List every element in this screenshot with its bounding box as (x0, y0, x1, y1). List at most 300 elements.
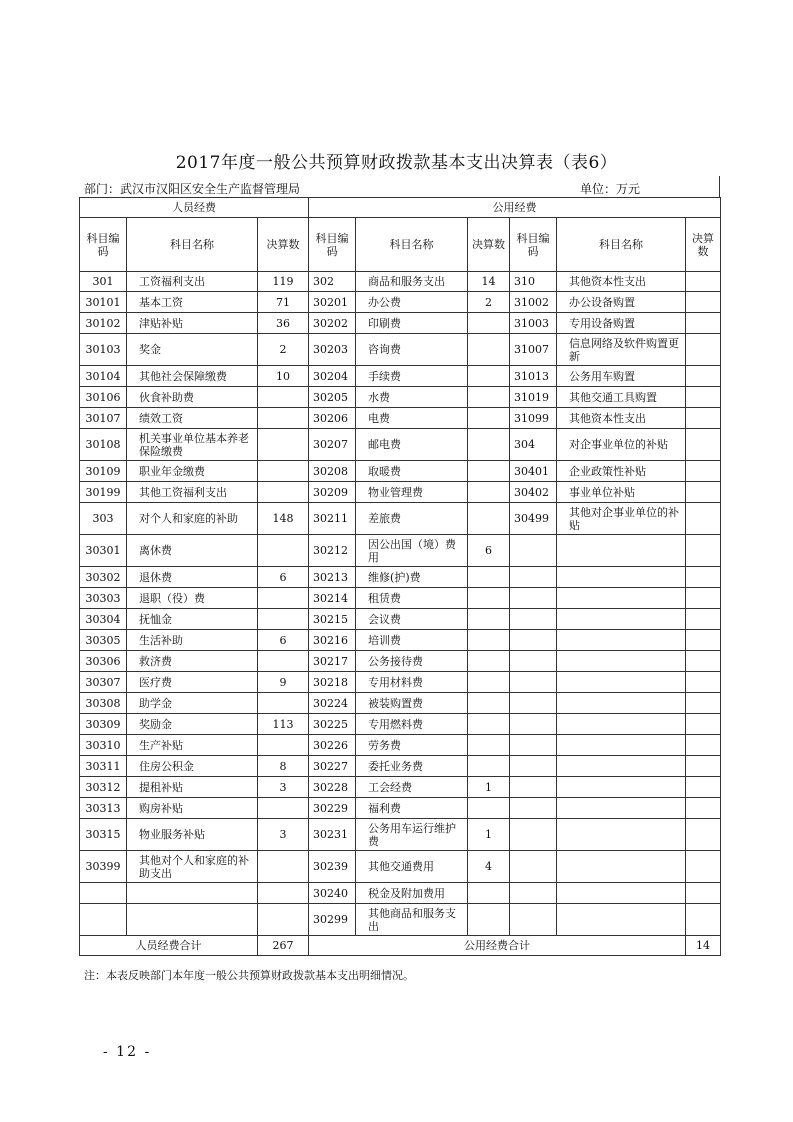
amount-cell: 113 (258, 714, 309, 735)
group-header-row (80, 198, 721, 218)
code-cell: 30310 (80, 735, 127, 756)
table-row (80, 461, 721, 482)
name-header: 科目名称 (127, 218, 258, 272)
name-cell: 专用材料费 (356, 672, 468, 693)
table-row (80, 588, 721, 609)
code-cell: 30499 (510, 503, 557, 535)
code-cell: 30204 (309, 366, 356, 387)
table-row (80, 672, 721, 693)
code-cell (510, 630, 557, 651)
code-cell: 31003 (510, 313, 557, 334)
amount-cell: 6 (258, 630, 309, 651)
expenditure-table (79, 197, 721, 956)
amount-cell (468, 735, 510, 756)
amount-cell (686, 904, 721, 936)
name-cell: 事业单位补贴 (557, 482, 686, 503)
name-cell (557, 851, 686, 883)
amount-cell (468, 503, 510, 535)
name-cell: 基本工资 (127, 292, 258, 313)
amount-cell: 36 (258, 313, 309, 334)
table-row (80, 408, 721, 429)
code-cell: 30203 (309, 334, 356, 366)
code-cell: 30311 (80, 756, 127, 777)
name-cell (127, 883, 258, 904)
name-cell: 助学金 (127, 693, 258, 714)
amount-cell (686, 851, 721, 883)
name-cell: 手续费 (356, 366, 468, 387)
name-cell: 邮电费 (356, 429, 468, 461)
name-cell: 被装购置费 (356, 693, 468, 714)
name-cell: 住房公积金 (127, 756, 258, 777)
amount-cell (468, 429, 510, 461)
code-cell (510, 798, 557, 819)
name-cell (557, 756, 686, 777)
name-cell: 会议费 (356, 609, 468, 630)
amount-cell (686, 313, 721, 334)
code-cell: 30401 (510, 461, 557, 482)
amount-cell: 3 (258, 777, 309, 798)
amount-cell (258, 482, 309, 503)
name-cell: 退休费 (127, 567, 258, 588)
code-cell: 30207 (309, 429, 356, 461)
name-cell: 职业年金缴费 (127, 461, 258, 482)
code-cell: 30206 (309, 408, 356, 429)
table-row (80, 777, 721, 798)
name-cell: 物业服务补贴 (127, 819, 258, 851)
name-cell: 其他商品和服务支出 (356, 904, 468, 936)
table-row (80, 883, 721, 904)
column-header-row (80, 218, 721, 272)
amount-cell (686, 292, 721, 313)
code-cell (510, 883, 557, 904)
amount-cell (258, 408, 309, 429)
name-cell: 委托业务费 (356, 756, 468, 777)
amount-cell: 3 (258, 819, 309, 851)
name-cell: 办公设备购置 (557, 292, 686, 313)
code-cell (510, 672, 557, 693)
table-edge-line (719, 176, 720, 198)
name-cell: 津贴补贴 (127, 313, 258, 334)
name-cell (557, 672, 686, 693)
amount-cell (468, 334, 510, 366)
code-cell: 310 (510, 272, 557, 292)
code-cell: 30306 (80, 651, 127, 672)
table-row (80, 567, 721, 588)
name-cell: 购房补贴 (127, 798, 258, 819)
code-cell (510, 567, 557, 588)
code-cell: 30205 (309, 387, 356, 408)
amount-cell (468, 567, 510, 588)
amount-cell (686, 366, 721, 387)
code-cell (510, 756, 557, 777)
amount-cell (468, 408, 510, 429)
code-cell: 31007 (510, 334, 557, 366)
name-cell: 其他对企事业单位的补贴 (557, 503, 686, 535)
amount-cell (468, 313, 510, 334)
name-cell: 劳务费 (356, 735, 468, 756)
public-total-value: 14 (686, 936, 721, 956)
name-cell: 取暖费 (356, 461, 468, 482)
code-cell: 30302 (80, 567, 127, 588)
code-cell: 30107 (80, 408, 127, 429)
code-cell (510, 535, 557, 567)
name-cell: 租赁费 (356, 588, 468, 609)
name-cell (557, 819, 686, 851)
code-cell: 30212 (309, 535, 356, 567)
code-cell (510, 904, 557, 936)
amount-cell (258, 588, 309, 609)
table-row (80, 482, 721, 503)
name-cell: 培训费 (356, 630, 468, 651)
table-row (80, 272, 721, 292)
code-cell: 30301 (80, 535, 127, 567)
personnel-total-label: 人员经费合计 (80, 936, 258, 956)
amount-cell (468, 904, 510, 936)
name-cell (127, 904, 258, 936)
name-cell: 离休费 (127, 535, 258, 567)
amount-cell (258, 535, 309, 567)
table-row (80, 756, 721, 777)
code-cell (510, 777, 557, 798)
amount-cell (468, 651, 510, 672)
name-cell: 公务用车运行维护费 (356, 819, 468, 851)
code-cell: 303 (80, 503, 127, 535)
code-cell: 31002 (510, 292, 557, 313)
public-total-label: 公用经费合计 (309, 936, 686, 956)
amount-cell (686, 334, 721, 366)
code-cell: 30227 (309, 756, 356, 777)
name-cell: 救济费 (127, 651, 258, 672)
amount-cell: 1 (468, 819, 510, 851)
code-cell: 30208 (309, 461, 356, 482)
code-cell: 30299 (309, 904, 356, 936)
amount-cell (468, 756, 510, 777)
table-row (80, 366, 721, 387)
name-cell (557, 735, 686, 756)
code-cell (80, 883, 127, 904)
amount-cell (686, 693, 721, 714)
name-cell: 电费 (356, 408, 468, 429)
amount-cell (686, 588, 721, 609)
name-cell: 因公出国（境）费用 (356, 535, 468, 567)
code-cell: 30216 (309, 630, 356, 651)
code-cell: 30399 (80, 851, 127, 883)
code-cell: 30307 (80, 672, 127, 693)
name-cell: 绩效工资 (127, 408, 258, 429)
code-cell: 30231 (309, 819, 356, 851)
amount-cell (686, 567, 721, 588)
code-cell: 30312 (80, 777, 127, 798)
amount-cell (258, 429, 309, 461)
code-cell: 30201 (309, 292, 356, 313)
code-cell: 30226 (309, 735, 356, 756)
code-cell: 30101 (80, 292, 127, 313)
name-cell: 物业管理费 (356, 482, 468, 503)
amount-header: 决算数 (468, 218, 510, 272)
code-cell (80, 904, 127, 936)
name-cell: 其他交通费用 (356, 851, 468, 883)
amount-cell (258, 651, 309, 672)
name-cell: 专用燃料费 (356, 714, 468, 735)
name-cell (557, 535, 686, 567)
name-cell: 其他资本性支出 (557, 272, 686, 292)
code-cell (510, 819, 557, 851)
amount-cell (468, 387, 510, 408)
code-cell: 30104 (80, 366, 127, 387)
name-cell (557, 630, 686, 651)
table-row (80, 851, 721, 883)
name-cell: 对个人和家庭的补助 (127, 503, 258, 535)
table-row (80, 334, 721, 366)
name-cell (557, 777, 686, 798)
amount-cell (258, 798, 309, 819)
name-cell: 信息网络及软件购置更新 (557, 334, 686, 366)
amount-cell (686, 503, 721, 535)
name-cell: 福利费 (356, 798, 468, 819)
table-row (80, 714, 721, 735)
name-cell: 机关事业单位基本养老保险缴费 (127, 429, 258, 461)
name-cell: 其他资本性支出 (557, 408, 686, 429)
code-cell: 301 (80, 272, 127, 292)
name-cell: 提租补贴 (127, 777, 258, 798)
amount-cell (468, 366, 510, 387)
name-cell (557, 883, 686, 904)
amount-cell (468, 461, 510, 482)
code-cell: 30199 (80, 482, 127, 503)
name-cell: 退职（役）费 (127, 588, 258, 609)
unit-label: 单位：万元 (580, 182, 641, 196)
amount-cell: 10 (258, 366, 309, 387)
amount-header: 决算数 (258, 218, 309, 272)
amount-cell (686, 461, 721, 482)
page-number: - 12 - (103, 1044, 152, 1060)
code-cell: 30106 (80, 387, 127, 408)
name-cell: 生活补助 (127, 630, 258, 651)
code-cell: 30102 (80, 313, 127, 334)
name-cell: 维修(护)费 (356, 567, 468, 588)
amount-cell: 2 (258, 334, 309, 366)
name-cell (557, 609, 686, 630)
code-cell: 30214 (309, 588, 356, 609)
amount-cell: 2 (468, 292, 510, 313)
code-cell: 30304 (80, 609, 127, 630)
table-row (80, 609, 721, 630)
name-cell (557, 651, 686, 672)
amount-cell (686, 651, 721, 672)
amount-cell (468, 798, 510, 819)
code-cell: 30309 (80, 714, 127, 735)
name-header: 科目名称 (356, 218, 468, 272)
code-cell: 30213 (309, 567, 356, 588)
code-cell (510, 693, 557, 714)
amount-cell (686, 535, 721, 567)
amount-cell: 14 (468, 272, 510, 292)
department-label: 部门：武汉市汉阳区安全生产监督管理局 (84, 182, 301, 196)
amount-cell (686, 819, 721, 851)
amount-cell: 8 (258, 756, 309, 777)
amount-cell (686, 798, 721, 819)
code-cell (510, 714, 557, 735)
page-title: 2017年度一般公共预算财政拨款基本支出决算表（表6） (175, 153, 618, 173)
amount-cell (468, 482, 510, 503)
amount-cell (686, 735, 721, 756)
code-cell (510, 851, 557, 883)
name-cell: 对企事业单位的补贴 (557, 429, 686, 461)
amount-cell: 9 (258, 672, 309, 693)
code-cell: 30239 (309, 851, 356, 883)
amount-cell: 71 (258, 292, 309, 313)
code-header: 科目编码 (80, 218, 127, 272)
code-cell: 30229 (309, 798, 356, 819)
name-cell (557, 798, 686, 819)
amount-cell (686, 482, 721, 503)
amount-cell: 119 (258, 272, 309, 292)
totals-row (80, 936, 721, 956)
code-cell (510, 588, 557, 609)
name-cell: 其他交通工具购置 (557, 387, 686, 408)
code-cell: 30224 (309, 693, 356, 714)
code-cell: 30402 (510, 482, 557, 503)
name-cell: 公务接待费 (356, 651, 468, 672)
code-cell (510, 609, 557, 630)
code-cell: 302 (309, 272, 356, 292)
personnel-group-header: 人员经费 (80, 198, 309, 218)
table-row (80, 693, 721, 714)
table-row (80, 292, 721, 313)
name-cell (557, 693, 686, 714)
amount-cell (686, 408, 721, 429)
name-cell (557, 567, 686, 588)
amount-cell (258, 461, 309, 482)
table-row (80, 904, 721, 936)
code-cell: 30109 (80, 461, 127, 482)
amount-cell (686, 429, 721, 461)
amount-cell: 6 (258, 567, 309, 588)
name-cell: 抚恤金 (127, 609, 258, 630)
table-row (80, 429, 721, 461)
table-row (80, 630, 721, 651)
amount-cell (468, 588, 510, 609)
code-cell: 30103 (80, 334, 127, 366)
name-cell: 奖金 (127, 334, 258, 366)
name-cell: 咨询费 (356, 334, 468, 366)
name-cell: 奖励金 (127, 714, 258, 735)
amount-cell (686, 883, 721, 904)
name-cell: 工会经费 (356, 777, 468, 798)
amount-cell (686, 777, 721, 798)
amount-cell (258, 387, 309, 408)
code-cell: 30108 (80, 429, 127, 461)
name-cell: 其他对个人和家庭的补助支出 (127, 851, 258, 883)
name-cell: 商品和服务支出 (356, 272, 468, 292)
code-cell: 30228 (309, 777, 356, 798)
amount-cell (686, 714, 721, 735)
code-cell: 30225 (309, 714, 356, 735)
name-cell (557, 588, 686, 609)
amount-cell (258, 883, 309, 904)
code-header: 科目编码 (309, 218, 356, 272)
amount-cell (258, 851, 309, 883)
code-cell: 30209 (309, 482, 356, 503)
code-cell: 31013 (510, 366, 557, 387)
name-cell: 医疗费 (127, 672, 258, 693)
name-cell: 工资福利支出 (127, 272, 258, 292)
code-cell: 30211 (309, 503, 356, 535)
amount-cell (258, 609, 309, 630)
name-cell: 公务用车购置 (557, 366, 686, 387)
name-cell: 其他社会保障缴费 (127, 366, 258, 387)
code-cell: 30303 (80, 588, 127, 609)
name-cell (557, 904, 686, 936)
amount-cell (468, 630, 510, 651)
name-cell (557, 714, 686, 735)
amount-cell: 4 (468, 851, 510, 883)
amount-cell (258, 735, 309, 756)
table-row (80, 819, 721, 851)
table-row (80, 387, 721, 408)
name-cell: 企业政策性补贴 (557, 461, 686, 482)
amount-cell: 1 (468, 777, 510, 798)
name-cell: 生产补贴 (127, 735, 258, 756)
code-header: 科目编码 (510, 218, 557, 272)
amount-cell (686, 756, 721, 777)
code-cell: 30218 (309, 672, 356, 693)
amount-cell (686, 272, 721, 292)
code-cell: 304 (510, 429, 557, 461)
personnel-total-value: 267 (258, 936, 309, 956)
name-cell: 水费 (356, 387, 468, 408)
footnote: 注：本表反映部门本年度一般公共预算财政拨款基本支出明细情况。 (84, 969, 414, 982)
code-cell: 30315 (80, 819, 127, 851)
code-cell: 30305 (80, 630, 127, 651)
amount-cell (468, 693, 510, 714)
amount-cell: 6 (468, 535, 510, 567)
amount-cell (258, 904, 309, 936)
code-cell: 30215 (309, 609, 356, 630)
name-cell: 印刷费 (356, 313, 468, 334)
amount-cell: 148 (258, 503, 309, 535)
table-row (80, 798, 721, 819)
amount-cell (468, 714, 510, 735)
table-row (80, 503, 721, 535)
name-header: 科目名称 (557, 218, 686, 272)
name-cell: 伙食补助费 (127, 387, 258, 408)
amount-header: 决算数 (686, 218, 721, 272)
amount-cell (468, 672, 510, 693)
amount-cell (468, 609, 510, 630)
code-cell (510, 651, 557, 672)
amount-cell (686, 609, 721, 630)
code-cell: 30217 (309, 651, 356, 672)
name-cell: 办公费 (356, 292, 468, 313)
name-cell: 差旅费 (356, 503, 468, 535)
name-cell: 其他工资福利支出 (127, 482, 258, 503)
name-cell: 专用设备购置 (557, 313, 686, 334)
public-group-header: 公用经费 (309, 198, 721, 218)
code-cell: 30308 (80, 693, 127, 714)
code-cell: 31099 (510, 408, 557, 429)
code-cell: 31019 (510, 387, 557, 408)
amount-cell (686, 630, 721, 651)
amount-cell (258, 693, 309, 714)
amount-cell (468, 883, 510, 904)
amount-cell (686, 387, 721, 408)
code-cell: 30202 (309, 313, 356, 334)
table-row (80, 535, 721, 567)
code-cell (510, 735, 557, 756)
code-cell: 30313 (80, 798, 127, 819)
amount-cell (686, 672, 721, 693)
